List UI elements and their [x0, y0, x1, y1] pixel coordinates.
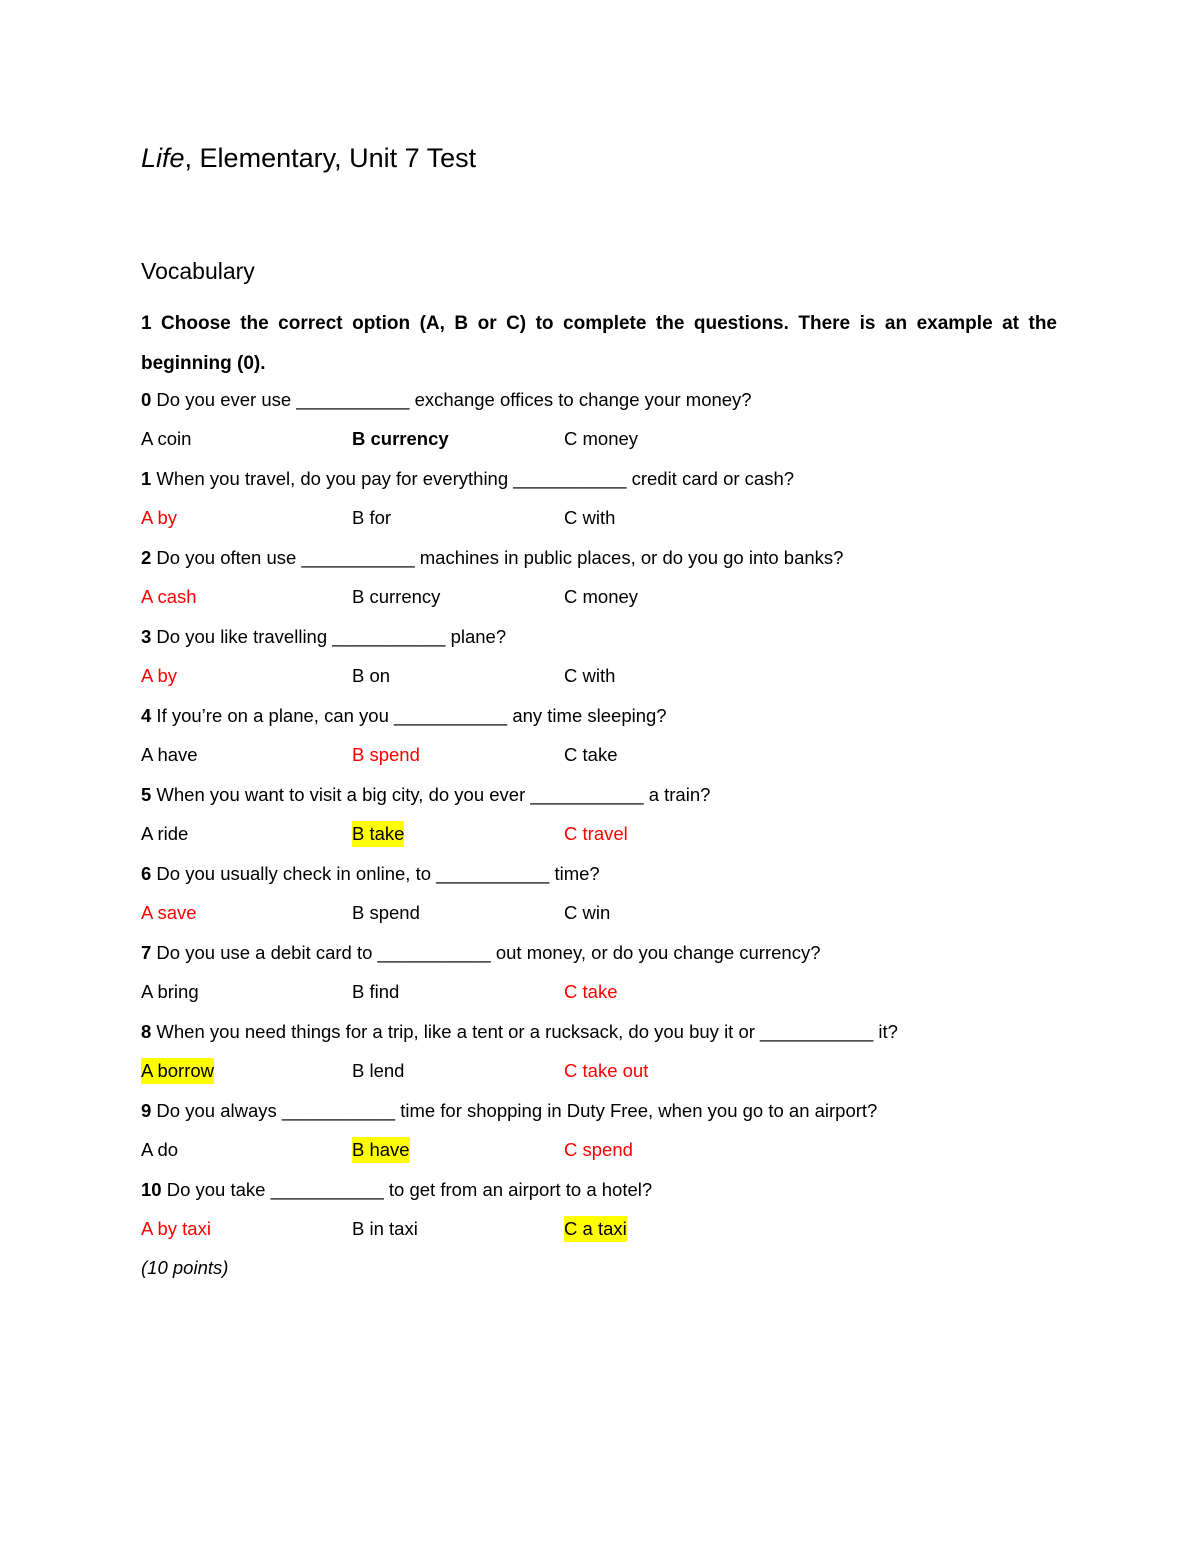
option-b: B find — [352, 981, 400, 1002]
option-b: B have — [352, 1137, 410, 1163]
page-title — [141, 143, 476, 174]
option-a: A do — [141, 1139, 179, 1160]
question-1 — [141, 466, 794, 492]
exercise-instruction: 1 Choose the correct option (A, B or C) to complete the questions. There is an example at the beginning (0). — [141, 313, 1057, 374]
question-3 — [141, 624, 506, 650]
options-4 — [141, 742, 1057, 768]
option-c: C take — [564, 744, 618, 765]
options-3 — [141, 663, 1057, 689]
title-rest: , Elementary, Unit 7 Test — [184, 143, 477, 173]
option-a: A by taxi — [141, 1218, 211, 1239]
question-text: Do you like travelling ___________ plane? — [151, 626, 507, 647]
option-c: C win — [564, 902, 611, 923]
option-a: A have — [141, 744, 198, 765]
options-6 — [141, 900, 1057, 926]
option-b: B in taxi — [352, 1218, 418, 1239]
question-number: 2 — [141, 547, 152, 568]
question-text: Do you take ___________ to get from an airport to a hotel? — [161, 1179, 653, 1200]
option-c: C money — [564, 428, 639, 449]
title-book-name: Life — [141, 143, 185, 173]
question-9 — [141, 1098, 877, 1124]
question-text: Do you use a debit card to ___________ out money, or do you change currency? — [151, 942, 821, 963]
points-label: (10 points) — [141, 1257, 229, 1278]
option-c: C money — [564, 586, 639, 607]
question-0 — [141, 387, 752, 413]
question-number: 0 — [141, 389, 152, 410]
options-9 — [141, 1137, 1057, 1163]
question-5 — [141, 782, 710, 808]
option-a: A by — [141, 507, 178, 528]
option-c: C with — [564, 507, 616, 528]
option-a: A ride — [141, 823, 189, 844]
option-b: B take — [352, 821, 404, 847]
options-2 — [141, 584, 1057, 610]
question-number: 9 — [141, 1100, 152, 1121]
question-number: 1 — [141, 468, 152, 489]
section-heading: Vocabulary — [141, 258, 255, 284]
question-8 — [141, 1019, 898, 1045]
question-number: 7 — [141, 942, 152, 963]
question-number: 10 — [141, 1179, 162, 1200]
option-a: A bring — [141, 981, 199, 1002]
option-a: A cash — [141, 586, 197, 607]
option-b: B on — [352, 665, 391, 686]
question-6 — [141, 861, 600, 887]
option-b: B lend — [352, 1060, 405, 1081]
question-7 — [141, 940, 821, 966]
question-10 — [141, 1177, 652, 1203]
option-b: B spend — [352, 902, 420, 923]
question-text: When you travel, do you pay for everything ___________ credit card or cash? — [151, 468, 795, 489]
question-number: 6 — [141, 863, 152, 884]
options-0 — [141, 426, 1057, 452]
options-5 — [141, 821, 1057, 847]
question-2 — [141, 545, 843, 571]
option-b: B spend — [352, 744, 420, 765]
question-number: 5 — [141, 784, 152, 805]
options-7 — [141, 979, 1057, 1005]
question-text: Do you usually check in online, to ___________ time? — [151, 863, 600, 884]
option-a: A by — [141, 665, 178, 686]
option-c: C spend — [564, 1139, 633, 1160]
question-text: Do you always ___________ time for shopping in Duty Free, when you go to an airport? — [151, 1100, 878, 1121]
question-number: 3 — [141, 626, 152, 647]
question-number: 4 — [141, 705, 152, 726]
question-text: Do you often use ___________ machines in public places, or do you go into banks? — [151, 547, 844, 568]
option-b: B currency — [352, 586, 441, 607]
option-c: C take — [564, 981, 618, 1002]
option-c: C with — [564, 665, 616, 686]
options-10 — [141, 1216, 1057, 1242]
question-text: When you want to visit a big city, do you ever ___________ a train? — [151, 784, 711, 805]
question-4 — [141, 703, 667, 729]
options-1 — [141, 505, 1057, 531]
options-8 — [141, 1058, 1057, 1084]
option-a: A save — [141, 902, 197, 923]
question-text: When you need things for a trip, like a tent or a rucksack, do you buy it or ___________ it? — [151, 1021, 898, 1042]
question-text: If you’re on a plane, can you ___________ any time sleeping? — [151, 705, 667, 726]
option-b: B currency — [352, 428, 449, 449]
option-c: C travel — [564, 823, 628, 844]
option-a: A borrow — [141, 1058, 214, 1084]
option-c: C take out — [564, 1060, 649, 1081]
option-c: C a taxi — [564, 1216, 627, 1242]
option-b: B for — [352, 507, 392, 528]
question-number: 8 — [141, 1021, 152, 1042]
option-a: A coin — [141, 428, 192, 449]
question-text: Do you ever use ___________ exchange offices to change your money? — [151, 389, 752, 410]
